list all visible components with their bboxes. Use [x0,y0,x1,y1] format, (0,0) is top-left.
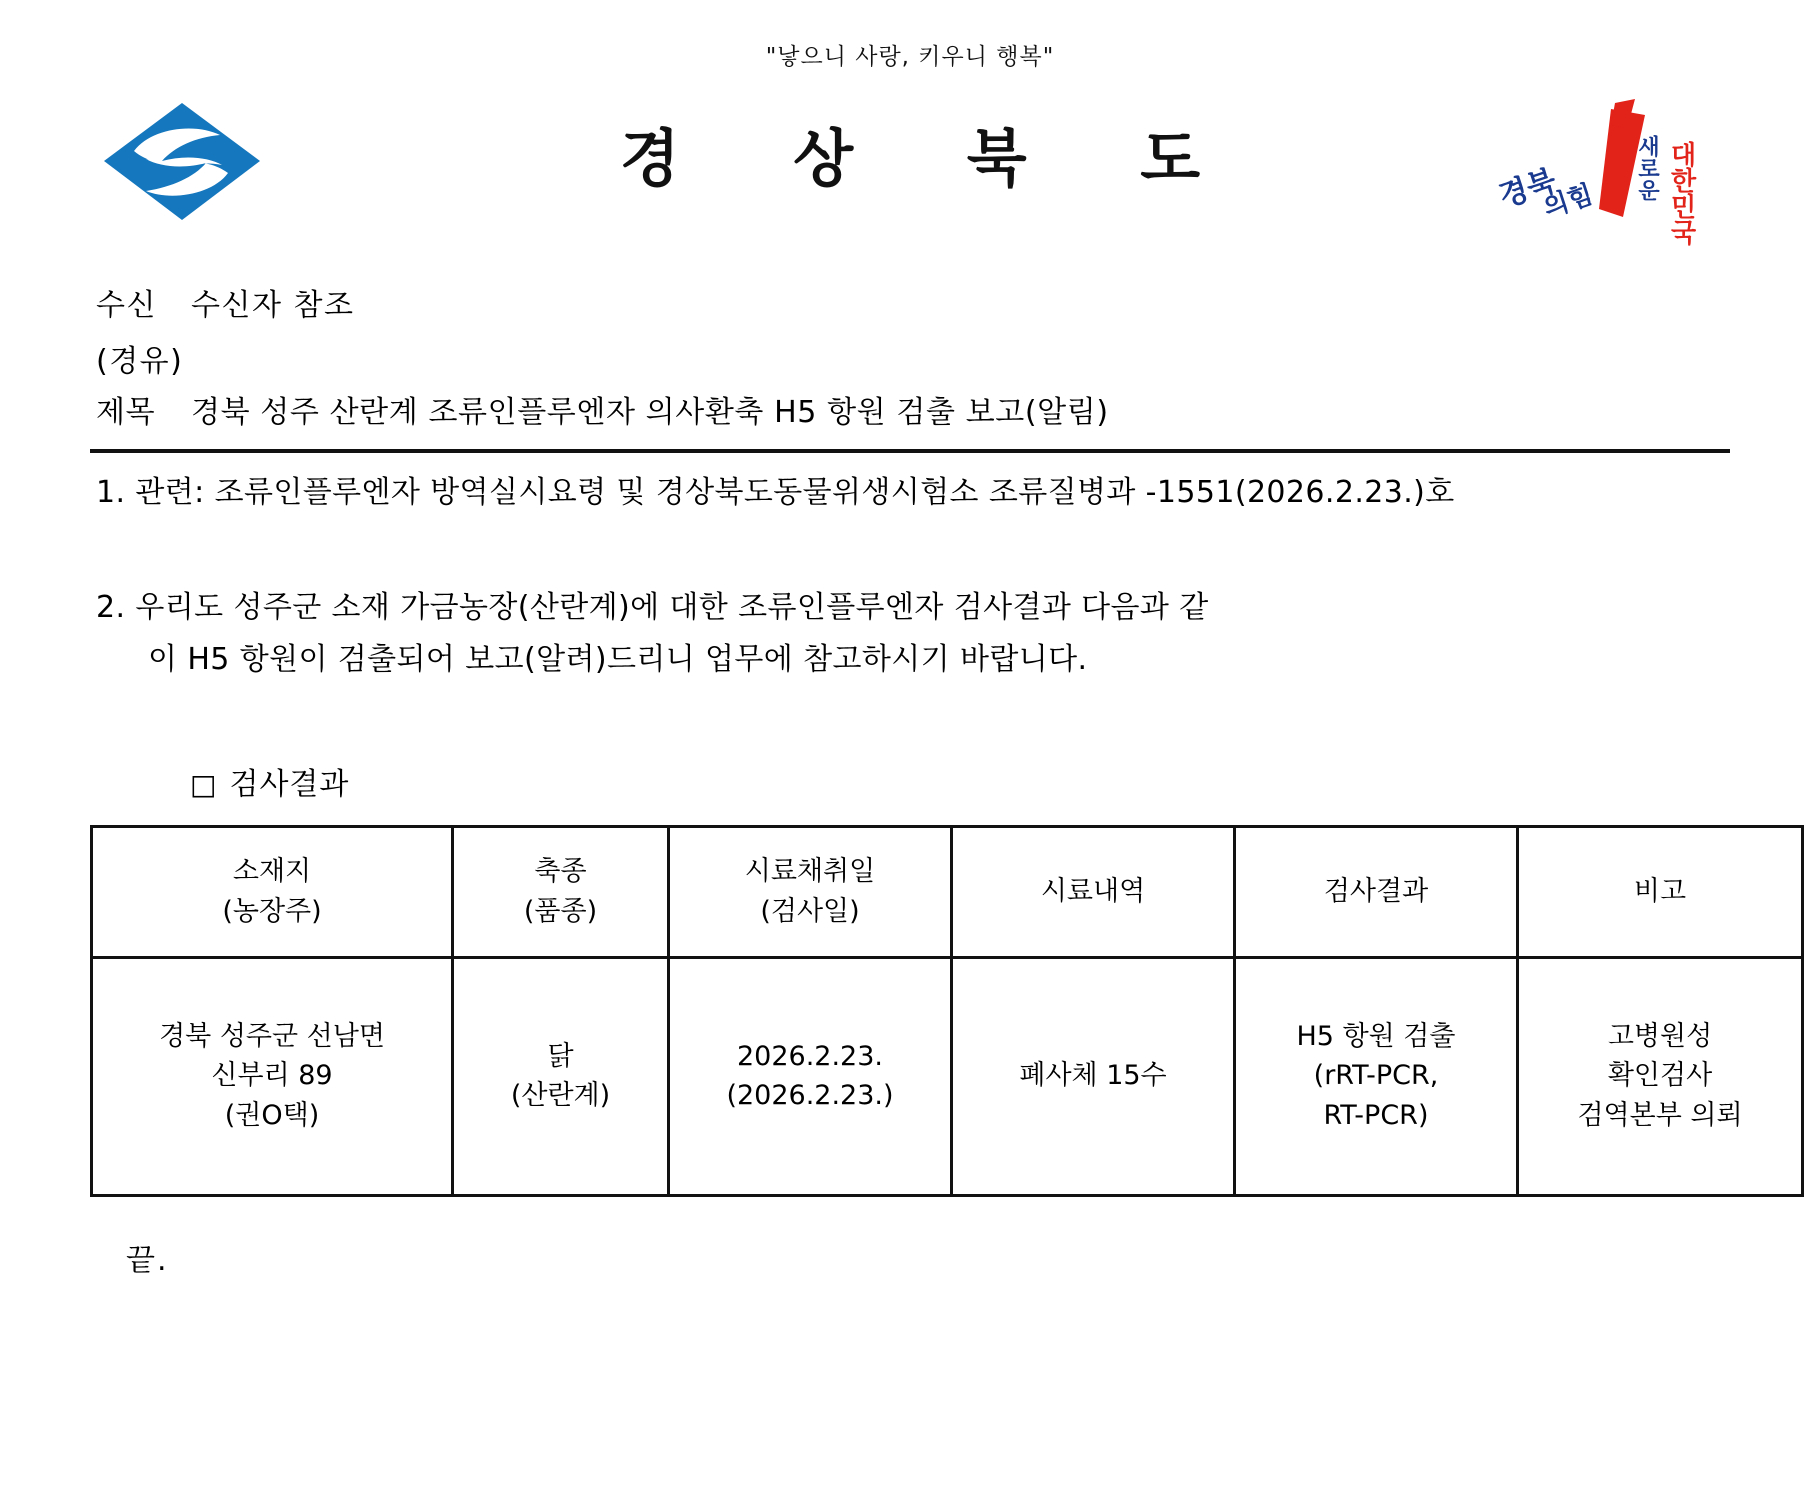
column-header-species: 축종 (품종) [453,826,669,957]
column-header-sampling-date: 시료채취일 (검사일) [669,826,952,957]
svg-text:경북: 경북 [1495,163,1561,215]
cell-test-result: H5 항원 검출 (rRT-PCR, RT-PCR) [1235,957,1518,1195]
recipient-label: 수신 [96,288,157,323]
cell-sampling-date: 2026.2.23. (2026.2.23.) [669,957,952,1195]
section-heading-label: 검사결과 [229,766,350,802]
svg-text:의힘: 의힘 [1539,179,1597,224]
cell-location: 경북 성주군 선남면 신부리 89 (권O택) [92,957,453,1195]
body-item-2 [90,582,1730,687]
item-1-number: 1. [96,475,126,510]
page-title: 경 상 북 도 [619,122,1247,195]
test-result-table [90,825,1804,1197]
slogan-text: "낳으니 사랑, 키우니 행복" [765,44,1055,70]
document-end-mark: 끝. [126,1242,169,1278]
cell-species: 닭 (산란계) [453,957,669,1195]
item-1-text-cont: -1551(2026.2.23.)호 [1145,475,1455,510]
cell-sample-detail: 폐사체 15수 [952,957,1235,1195]
via-line: (경유) [96,343,184,379]
checkbox-square-icon: □ [190,767,218,801]
column-header-remark: 비고 [1518,826,1803,957]
svg-text:새로운: 새로운 [1634,135,1660,201]
body-item-1 [90,467,1730,520]
header-divider [90,449,1730,453]
addressing-block [90,278,1730,447]
section-heading [90,759,1730,803]
subject-line [90,389,1730,447]
recipient-line [90,278,1730,334]
table-header-row [92,826,1803,957]
document-header [90,71,1730,256]
column-header-location: 소재지 (농장주) [92,826,453,957]
table-row [92,957,1803,1195]
svg-text:대한민국: 대한민국 [1666,141,1696,245]
subject-label: 제목 [96,395,156,430]
item-2-text: 우리도 성주군 소재 가금농장(산란계)에 대한 조류인플루엔자 검사결과 다음과 같 [135,589,1209,625]
item-1-text: 관련: 조류인플루엔자 방역실시요령 및 경상북도동물위생시험소 조류질병과 [135,475,1136,510]
column-header-test-result: 검사결과 [1235,826,1518,957]
item-2-text-cont: 이 H5 항원이 검출되어 보고(알려)드리니 업무에 참고하시기 바랍니다. [148,642,1088,677]
item-2-number: 2. [96,589,126,625]
subject-value: 경북 성주 산란계 조류인플루엔자 의사환축 H5 항원 검출 보고(알림) [191,395,1109,430]
column-header-sample-detail: 시료내역 [952,826,1235,957]
recipient-value: 수신자 참조 [191,288,355,323]
cell-remark: 고병원성 확인검사 검역본부 의뢰 [1518,957,1803,1195]
gyeongbuk-korea-brand-logo-icon [1495,89,1720,249]
